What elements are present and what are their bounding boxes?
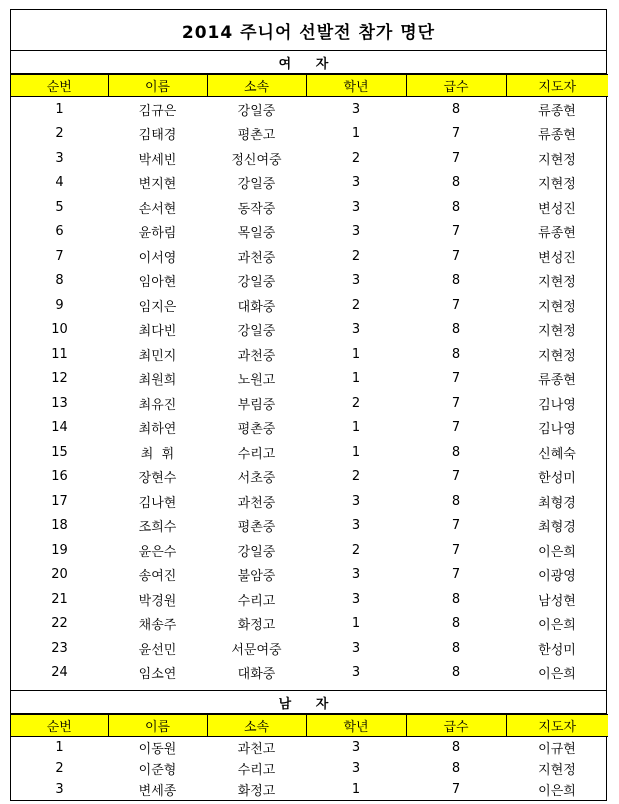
cell-coach: 남성현 bbox=[538, 593, 576, 609]
cell-grade: 3 bbox=[351, 175, 361, 191]
cell-no: 3 bbox=[55, 782, 64, 797]
cell-no: 1 bbox=[55, 740, 64, 755]
cell-level: 8 bbox=[451, 346, 461, 362]
cell-level: 7 bbox=[451, 248, 461, 264]
cell-no: 2 bbox=[55, 126, 64, 142]
cell-school: 화정고 bbox=[237, 784, 276, 799]
cell-grade: 3 bbox=[351, 101, 361, 117]
cell-grade: 2 bbox=[351, 150, 361, 166]
table-row bbox=[11, 269, 608, 294]
cell-grade: 3 bbox=[351, 224, 361, 240]
cell-school: 서초중 bbox=[237, 471, 276, 487]
cell-school: 과천중 bbox=[237, 495, 276, 511]
table-row bbox=[11, 661, 608, 686]
cell-school: 과천중 bbox=[237, 250, 276, 266]
cell-school: 과천중 bbox=[237, 348, 276, 364]
cell-grade: 1 bbox=[351, 346, 361, 362]
cell-level: 7 bbox=[451, 420, 461, 436]
cell-no: 24 bbox=[51, 665, 68, 681]
cell-coach: 지현정 bbox=[538, 177, 576, 193]
cell-name: 윤선민 bbox=[138, 642, 177, 658]
cell-name: 송여진 bbox=[138, 569, 177, 585]
header-grade: 학년 bbox=[306, 715, 406, 737]
table-row bbox=[11, 171, 608, 196]
cell-school: 강일중 bbox=[237, 544, 276, 560]
cell-name: 이서영 bbox=[138, 250, 177, 266]
cell-grade: 2 bbox=[351, 469, 361, 485]
cell-no: 2 bbox=[55, 761, 64, 776]
cell-name: 최하연 bbox=[138, 422, 177, 438]
cell-name: 최유진 bbox=[138, 397, 177, 413]
cell-level: 8 bbox=[451, 273, 461, 289]
table-row bbox=[11, 391, 608, 416]
header-coach: 지도자 bbox=[506, 715, 608, 737]
table-row bbox=[11, 636, 608, 661]
cell-no: 11 bbox=[51, 346, 68, 362]
cell-grade: 3 bbox=[351, 199, 361, 215]
cell-no: 23 bbox=[51, 640, 68, 656]
cell-school: 강일중 bbox=[237, 324, 276, 340]
table-row bbox=[11, 737, 608, 759]
cell-level: 8 bbox=[451, 761, 461, 776]
cell-coach: 신혜숙 bbox=[538, 446, 576, 462]
table-row bbox=[11, 122, 608, 147]
cell-no: 3 bbox=[55, 150, 64, 166]
cell-coach: 이은희 bbox=[538, 544, 576, 560]
cell-school: 과천고 bbox=[237, 742, 276, 757]
section-boys-label: 남 자 bbox=[11, 690, 606, 714]
cell-coach: 최형경 bbox=[538, 495, 576, 511]
table-row bbox=[11, 416, 608, 441]
cell-level: 7 bbox=[451, 126, 461, 142]
cell-level: 8 bbox=[451, 665, 461, 681]
cell-grade: 1 bbox=[351, 126, 361, 142]
table-row bbox=[11, 489, 608, 514]
cell-coach: 이규현 bbox=[538, 742, 576, 757]
cell-coach: 류종현 bbox=[538, 128, 576, 144]
table-row bbox=[11, 244, 608, 269]
cell-level: 8 bbox=[451, 640, 461, 656]
table-row bbox=[11, 538, 608, 563]
cell-name: 채송주 bbox=[138, 618, 177, 634]
cell-coach: 변성진 bbox=[538, 250, 576, 266]
girls-table bbox=[11, 74, 608, 685]
cell-coach: 지현정 bbox=[538, 275, 576, 291]
cell-coach: 류종현 bbox=[538, 226, 576, 242]
cell-level: 7 bbox=[451, 395, 461, 411]
cell-grade: 3 bbox=[351, 567, 361, 583]
table-row bbox=[11, 146, 608, 171]
cell-name: 변지현 bbox=[138, 177, 177, 193]
cell-coach: 지현정 bbox=[538, 299, 576, 315]
cell-no: 4 bbox=[55, 175, 64, 191]
header-school: 소속 bbox=[207, 715, 306, 737]
cell-coach: 이은희 bbox=[538, 618, 576, 634]
cell-coach: 지현정 bbox=[538, 348, 576, 364]
section-girls-label: 여 자 bbox=[11, 51, 606, 74]
cell-level: 7 bbox=[451, 542, 461, 558]
cell-level: 8 bbox=[451, 175, 461, 191]
cell-level: 8 bbox=[451, 591, 461, 607]
cell-coach: 이은희 bbox=[538, 667, 576, 683]
header-row bbox=[11, 75, 608, 97]
header-school: 소속 bbox=[207, 75, 306, 97]
cell-no: 12 bbox=[51, 371, 68, 387]
cell-level: 8 bbox=[451, 444, 461, 460]
boys-table bbox=[11, 714, 608, 800]
cell-level: 7 bbox=[451, 224, 461, 240]
cell-school: 정신여중 bbox=[231, 152, 282, 168]
cell-grade: 3 bbox=[351, 640, 361, 656]
cell-grade: 3 bbox=[351, 273, 361, 289]
cell-name: 이동원 bbox=[138, 742, 177, 757]
cell-no: 15 bbox=[51, 444, 68, 460]
cell-name: 임소연 bbox=[138, 667, 177, 683]
cell-coach: 지현정 bbox=[538, 763, 576, 778]
cell-name: 김규은 bbox=[138, 103, 177, 119]
page-title: 2014 주니어 선발전 참가 명단 bbox=[11, 10, 606, 51]
girls-rows bbox=[11, 97, 608, 686]
table-row bbox=[11, 220, 608, 245]
header-coach: 지도자 bbox=[506, 75, 608, 97]
cell-level: 8 bbox=[451, 101, 461, 117]
cell-coach: 김나영 bbox=[538, 397, 576, 413]
cell-no: 16 bbox=[51, 469, 68, 485]
cell-school: 수리고 bbox=[237, 763, 276, 778]
cell-coach: 이광영 bbox=[538, 569, 576, 585]
cell-coach: 이은희 bbox=[538, 784, 576, 799]
cell-name: 이준형 bbox=[138, 763, 177, 778]
cell-school: 평촌중 bbox=[237, 422, 276, 438]
cell-coach: 지현정 bbox=[538, 152, 576, 168]
header-no: 순번 bbox=[11, 715, 108, 737]
header-name: 이름 bbox=[108, 75, 207, 97]
header-name: 이름 bbox=[108, 715, 207, 737]
cell-no: 6 bbox=[55, 224, 64, 240]
cell-coach: 지현정 bbox=[538, 324, 576, 340]
cell-level: 7 bbox=[451, 518, 461, 534]
cell-level: 7 bbox=[451, 469, 461, 485]
cell-no: 10 bbox=[51, 322, 68, 338]
cell-school: 강일중 bbox=[237, 177, 276, 193]
roster-sheet bbox=[10, 9, 607, 801]
cell-level: 8 bbox=[451, 616, 461, 632]
cell-no: 18 bbox=[51, 518, 68, 534]
header-row bbox=[11, 715, 608, 737]
cell-no: 13 bbox=[51, 395, 68, 411]
table-row bbox=[11, 342, 608, 367]
cell-name: 임아현 bbox=[138, 275, 177, 291]
cell-name: 박세빈 bbox=[138, 152, 177, 168]
table-row bbox=[11, 563, 608, 588]
cell-school: 수리고 bbox=[237, 446, 276, 462]
cell-coach: 한성미 bbox=[538, 642, 576, 658]
cell-level: 8 bbox=[451, 740, 461, 755]
cell-no: 22 bbox=[51, 616, 68, 632]
cell-no: 19 bbox=[51, 542, 68, 558]
cell-name: 박경원 bbox=[138, 593, 177, 609]
cell-level: 7 bbox=[451, 150, 461, 166]
cell-school: 대화중 bbox=[237, 299, 276, 315]
table-row bbox=[11, 440, 608, 465]
cell-grade: 3 bbox=[351, 761, 361, 776]
cell-name: 손서현 bbox=[138, 201, 177, 217]
cell-level: 7 bbox=[451, 297, 461, 313]
cell-level: 8 bbox=[451, 493, 461, 509]
header-no: 순번 bbox=[11, 75, 108, 97]
cell-grade: 2 bbox=[351, 248, 361, 264]
cell-name: 최다빈 bbox=[138, 324, 177, 340]
cell-grade: 3 bbox=[351, 493, 361, 509]
cell-grade: 2 bbox=[351, 395, 361, 411]
table-row bbox=[11, 514, 608, 539]
table-row bbox=[11, 758, 608, 779]
cell-name: 조희수 bbox=[138, 520, 177, 536]
cell-no: 20 bbox=[51, 567, 68, 583]
cell-grade: 3 bbox=[351, 322, 361, 338]
cell-level: 8 bbox=[451, 322, 461, 338]
table-row bbox=[11, 293, 608, 318]
cell-name: 최 휘 bbox=[140, 446, 175, 462]
cell-no: 9 bbox=[55, 297, 64, 313]
cell-coach: 변성진 bbox=[538, 201, 576, 217]
cell-no: 1 bbox=[55, 101, 64, 117]
cell-grade: 1 bbox=[351, 444, 361, 460]
cell-name: 김태경 bbox=[138, 128, 177, 144]
cell-grade: 3 bbox=[351, 518, 361, 534]
table-row bbox=[11, 97, 608, 122]
cell-school: 동작중 bbox=[237, 201, 276, 217]
cell-grade: 1 bbox=[351, 420, 361, 436]
cell-name: 장현수 bbox=[138, 471, 177, 487]
cell-no: 5 bbox=[55, 199, 64, 215]
cell-school: 수리고 bbox=[237, 593, 276, 609]
cell-no: 21 bbox=[51, 591, 68, 607]
cell-level: 8 bbox=[451, 199, 461, 215]
cell-name: 변세종 bbox=[138, 784, 177, 799]
cell-level: 7 bbox=[451, 782, 461, 797]
cell-school: 강일중 bbox=[237, 275, 276, 291]
cell-school: 화정고 bbox=[237, 618, 276, 634]
cell-no: 8 bbox=[55, 273, 64, 289]
cell-grade: 2 bbox=[351, 297, 361, 313]
cell-grade: 1 bbox=[351, 371, 361, 387]
table-row bbox=[11, 465, 608, 490]
cell-grade: 3 bbox=[351, 591, 361, 607]
cell-level: 7 bbox=[451, 567, 461, 583]
cell-coach: 류종현 bbox=[538, 373, 576, 389]
cell-school: 대화중 bbox=[237, 667, 276, 683]
cell-grade: 3 bbox=[351, 665, 361, 681]
cell-school: 평촌고 bbox=[237, 128, 276, 144]
cell-coach: 한성미 bbox=[538, 471, 576, 487]
cell-school: 목일중 bbox=[237, 226, 276, 242]
cell-name: 김나현 bbox=[138, 495, 177, 511]
cell-school: 강일중 bbox=[237, 103, 276, 119]
cell-coach: 김나영 bbox=[538, 422, 576, 438]
table-row bbox=[11, 318, 608, 343]
cell-name: 최원희 bbox=[138, 373, 177, 389]
cell-level: 7 bbox=[451, 371, 461, 387]
cell-name: 임지은 bbox=[138, 299, 177, 315]
cell-grade: 2 bbox=[351, 542, 361, 558]
header-level: 급수 bbox=[406, 75, 506, 97]
cell-school: 부림중 bbox=[237, 397, 276, 413]
cell-no: 14 bbox=[51, 420, 68, 436]
cell-grade: 1 bbox=[351, 782, 361, 797]
header-level: 급수 bbox=[406, 715, 506, 737]
cell-grade: 3 bbox=[351, 740, 361, 755]
cell-grade: 1 bbox=[351, 616, 361, 632]
table-row bbox=[11, 779, 608, 800]
cell-school: 서문여중 bbox=[231, 642, 282, 658]
table-row bbox=[11, 367, 608, 392]
table-row bbox=[11, 587, 608, 612]
cell-school: 노원고 bbox=[237, 373, 276, 389]
header-grade: 학년 bbox=[306, 75, 406, 97]
cell-school: 불암중 bbox=[237, 569, 276, 585]
cell-no: 17 bbox=[51, 493, 68, 509]
cell-no: 7 bbox=[55, 248, 64, 264]
table-row bbox=[11, 195, 608, 220]
cell-name: 최민지 bbox=[138, 348, 177, 364]
boys-rows bbox=[11, 737, 608, 801]
cell-name: 윤하림 bbox=[138, 226, 177, 242]
cell-coach: 최형경 bbox=[538, 520, 576, 536]
cell-name: 윤은수 bbox=[138, 544, 177, 560]
cell-school: 평촌중 bbox=[237, 520, 276, 536]
table-row bbox=[11, 612, 608, 637]
cell-coach: 류종현 bbox=[538, 103, 576, 119]
